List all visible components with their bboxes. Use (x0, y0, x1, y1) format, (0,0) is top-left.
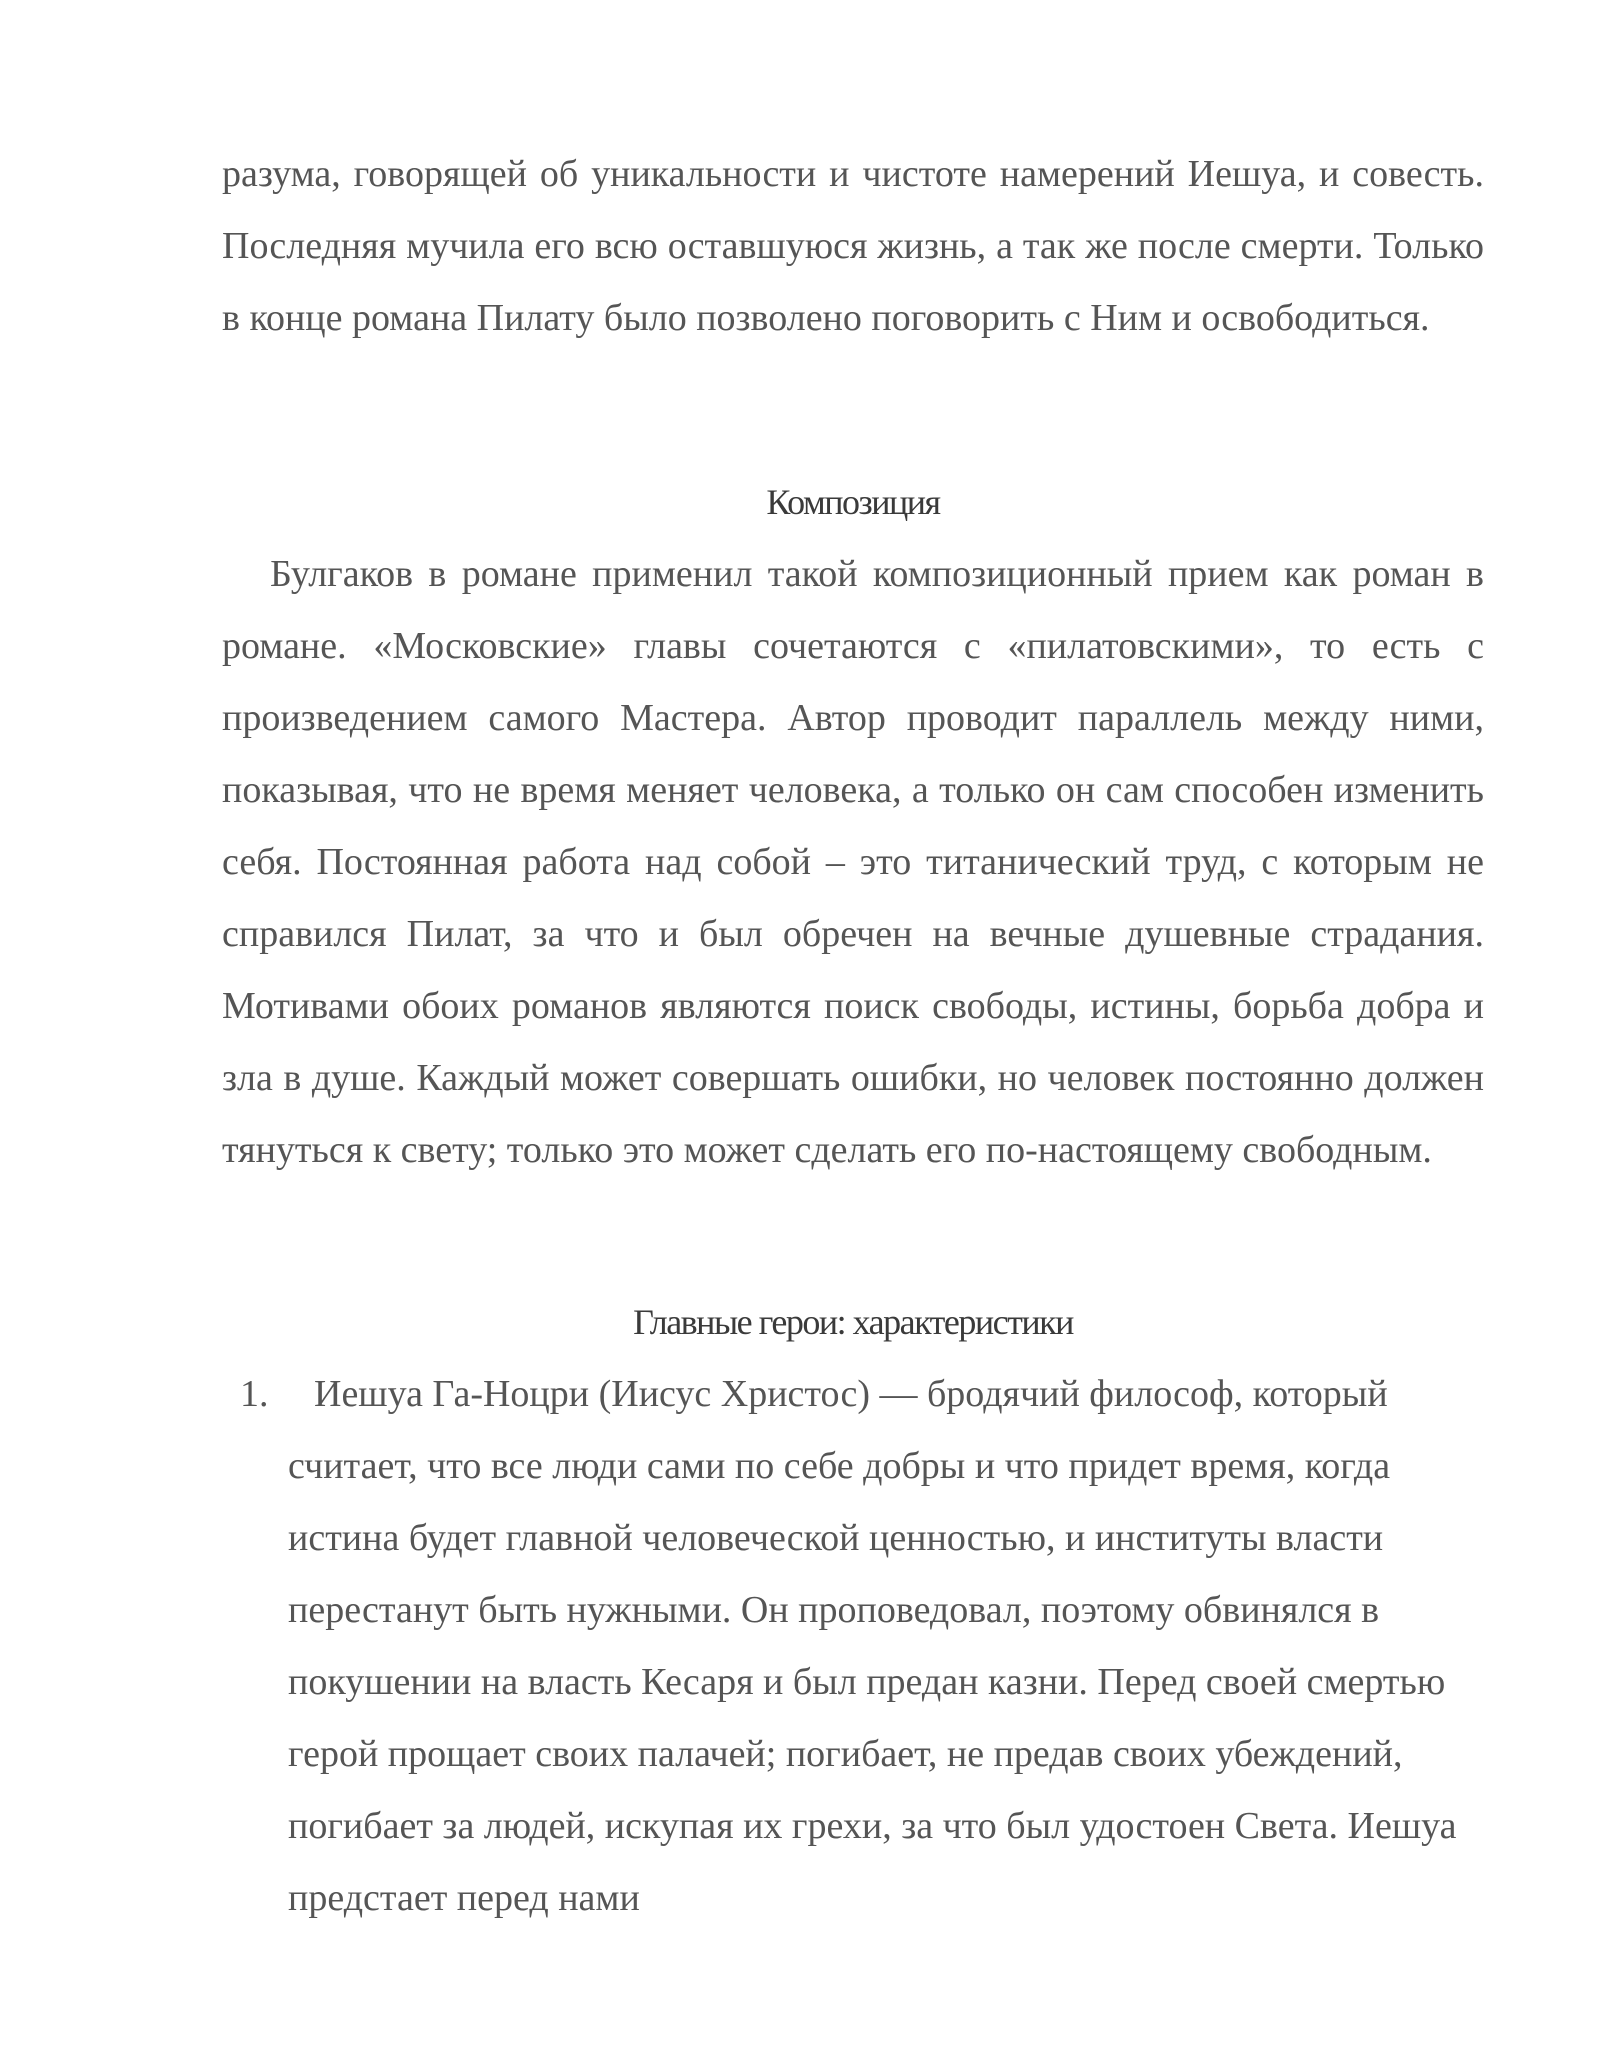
list-item-text-wrap (288, 1373, 1456, 1919)
list-item (240, 1358, 1490, 1934)
heroes-list (240, 1358, 1490, 1934)
paragraph-intro-continuation: разума, говорящей об уникальности и чистоте намерений Иешуа, и совесть. Последняя мучила его всю оставшуюся жизнь, а так же после смерти. Только в конце романа Пилату было позволено поговорить с Ним и освободиться. (222, 153, 1484, 339)
section-heading-main-heroes: Главные герои: характеристики (633, 1302, 1073, 1342)
list-item-text: Иешуа Га-Ноцри (Иисус Христос) — бродячий философ, который считает, что все люди сами по себе добры и что придет время, когда истина будет главной человеческой ценностью, и институты власти перестанут быть нужными. Он проповедовал, поэтому обвинялся в покушении на власть Кесаря и был предан казни. Перед своей смертью герой прощает своих палачей; погибает, не предав своих убеждений, погибает за людей, искупая их грехи, за что был удостоен Света. Иешуа предстает перед нами (288, 1373, 1457, 1919)
list-item-number: 1. (240, 1373, 269, 1415)
paragraph-composition: Булгаков в романе применил такой композиционный прием как роман в романе. «Московские» главы сочетаются с «пилатовскими», то есть с произведением самого Мастера. Автор проводит параллель между ними, показывая, что не время меняет человека, а только он сам способен изменить себя. Постоянная работа над собой – это титанический труд, с которым не справился Пилат, за что и был обречен на вечные душевные страдания. Мотивами обоих романов являются поиск свободы, истины, борьба добра и зла в душе. Каждый может совершать ошибки, но человек постоянно должен тянуться к свету; только это может сделать его по-настоящему свободным. (222, 553, 1484, 1171)
section-heading-composition: Композиция (766, 482, 940, 522)
